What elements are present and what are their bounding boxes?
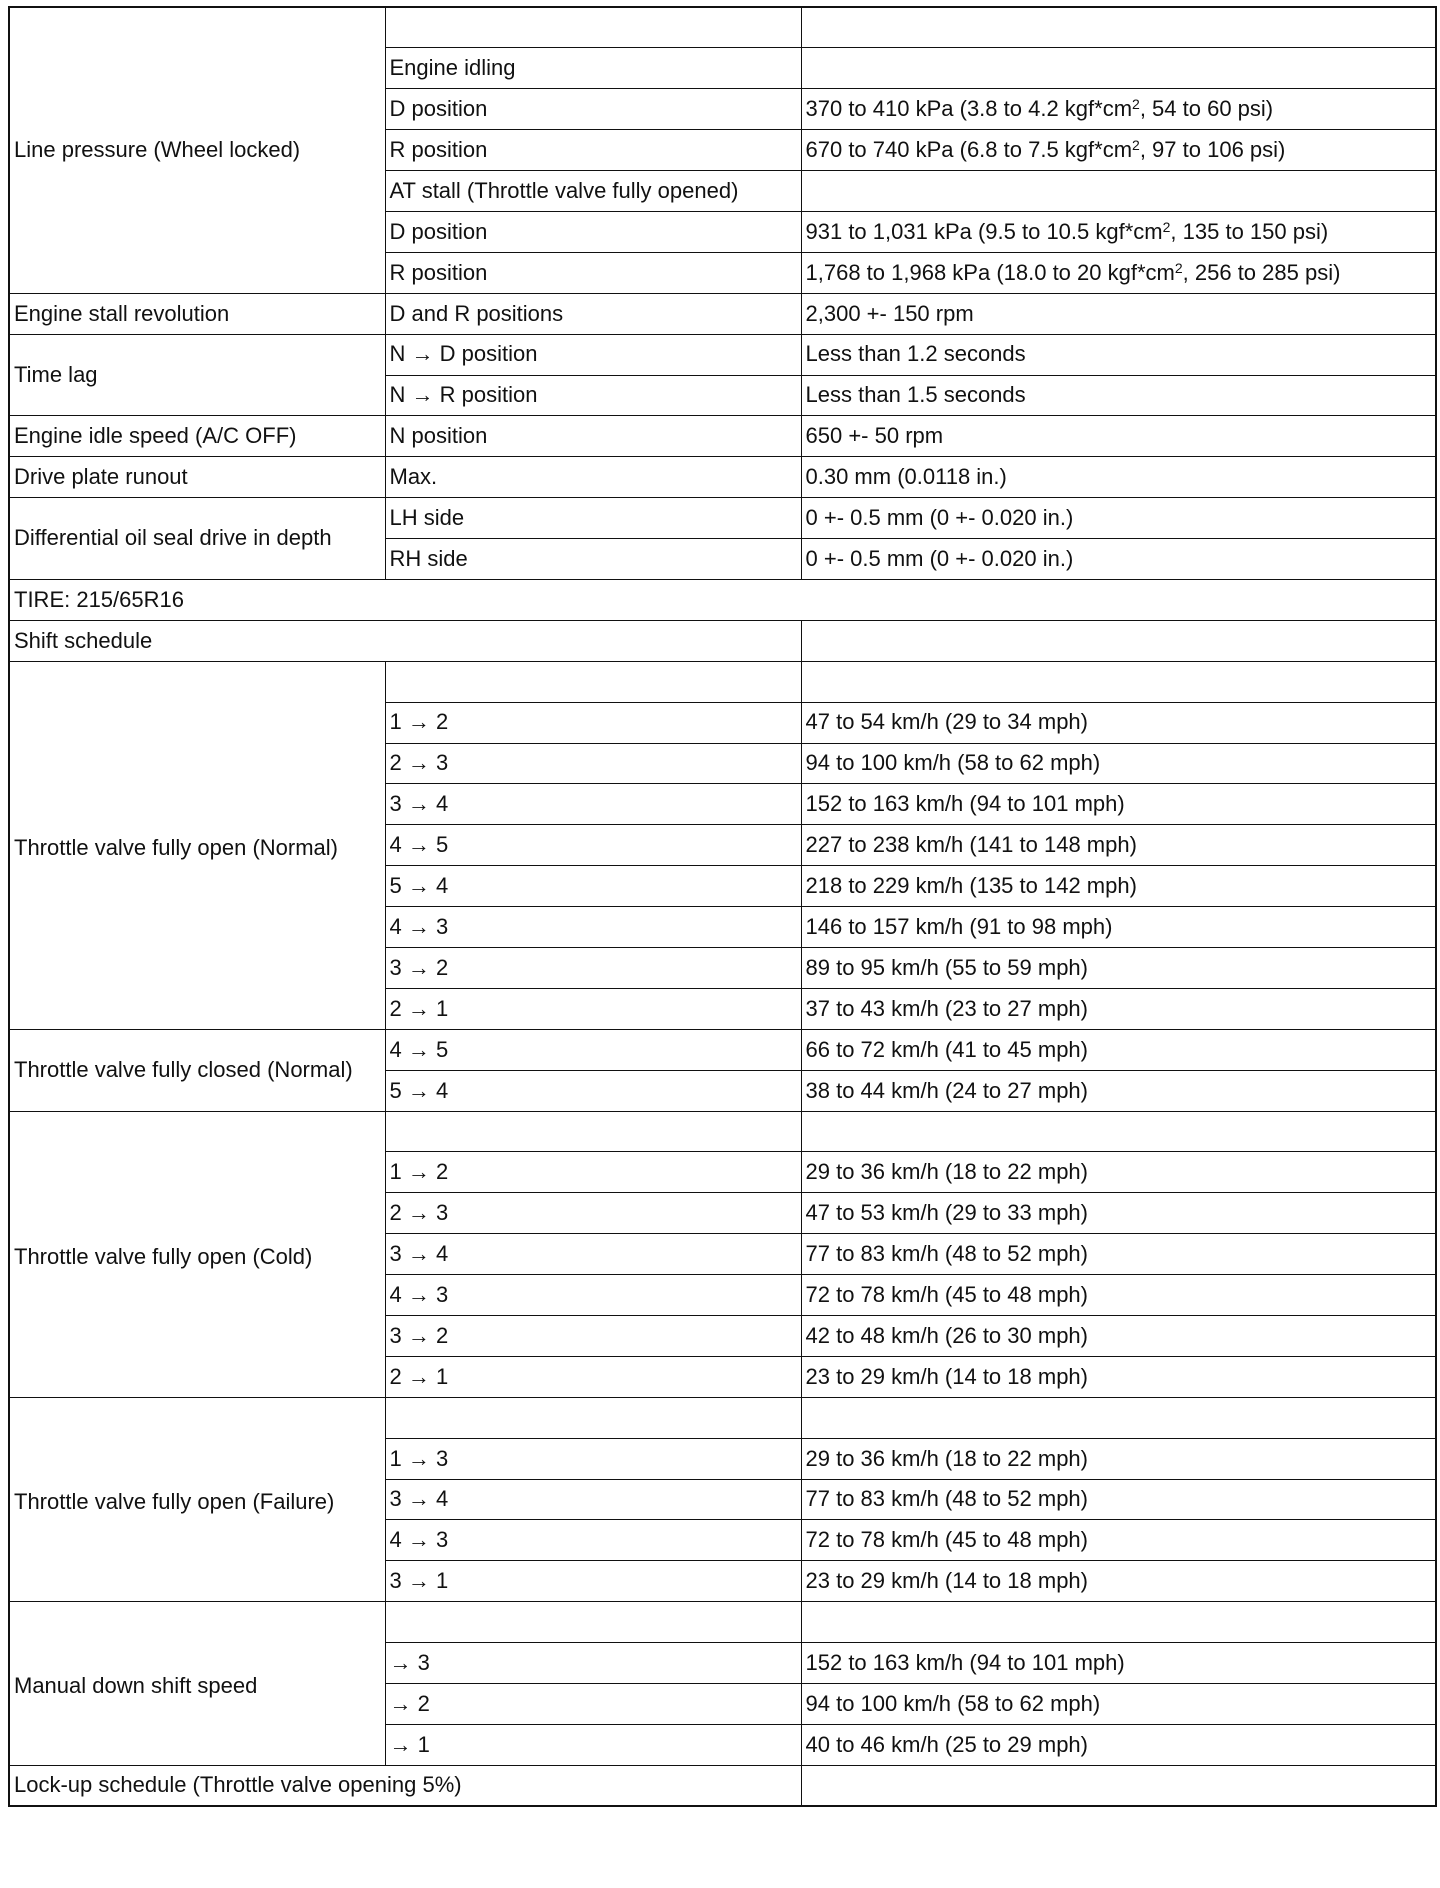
empty-cell [385, 7, 801, 48]
value-cell: 72 to 78 km/h (45 to 48 mph) [801, 1520, 1436, 1561]
empty-cell [801, 1602, 1436, 1643]
table-row [9, 1397, 1436, 1438]
value-cell: 1,768 to 1,968 kPa (18.0 to 20 $kgf*cm^2$, 256 to 285 psi) [801, 252, 1436, 293]
value-cell: 0 +- 0.5 mm (0 +- 0.020 in.) [801, 539, 1436, 580]
value-cell: Less than 1.2 seconds [801, 334, 1436, 375]
empty-cell [385, 1602, 801, 1643]
shift-cell: 3 → 4 [385, 784, 801, 825]
specification-table [8, 6, 1437, 1807]
condition-cell: R position [385, 252, 801, 293]
value-cell: 2,300 +- 150 rpm [801, 293, 1436, 334]
empty-cell [801, 661, 1436, 702]
table-row [9, 1602, 1436, 1643]
idle-speed-label: Engine idle speed (A/C OFF) [9, 416, 385, 457]
shift-cell: 5 → 4 [385, 866, 801, 907]
table-row [9, 498, 1436, 539]
value-cell: 72 to 78 km/h (45 to 48 mph) [801, 1275, 1436, 1316]
tire-heading: TIRE: 215/65R16 [9, 579, 1436, 620]
value-cell: 152 to 163 km/h (94 to 101 mph) [801, 784, 1436, 825]
value-cell: 931 to 1,031 kPa (9.5 to 10.5 $kgf*cm^2$, 135 to 150 psi) [801, 211, 1436, 252]
condition-cell: Max. [385, 457, 801, 498]
table-row [9, 334, 1436, 375]
value-cell: 227 to 238 km/h (141 to 148 mph) [801, 825, 1436, 866]
closed-normal-label: Throttle valve fully closed (Normal) [9, 1029, 385, 1111]
value-cell: 94 to 100 km/h (58 to 62 mph) [801, 1684, 1436, 1725]
empty-cell [801, 1397, 1436, 1438]
value-cell: 23 to 29 km/h (14 to 18 mph) [801, 1561, 1436, 1602]
lockup-schedule-heading: Lock-up schedule (Throttle valve opening 5%) [9, 1765, 801, 1806]
value-cell: 370 to 410 kPa (3.8 to 4.2 $kgf*cm^2$, 54 to 60 psi) [801, 89, 1436, 130]
value-cell: 66 to 72 km/h (41 to 45 mph) [801, 1029, 1436, 1070]
condition-cell: D and R positions [385, 293, 801, 334]
value-cell: 38 to 44 km/h (24 to 27 mph) [801, 1070, 1436, 1111]
empty-cell [385, 661, 801, 702]
empty-cell [801, 171, 1436, 212]
value-cell: 94 to 100 km/h (58 to 62 mph) [801, 743, 1436, 784]
empty-cell [385, 1111, 801, 1152]
value-cell: 146 to 157 km/h (91 to 98 mph) [801, 907, 1436, 948]
value-cell: 40 to 46 km/h (25 to 29 mph) [801, 1724, 1436, 1765]
table-row [9, 1029, 1436, 1070]
table-row [9, 293, 1436, 334]
wot-failure-label: Throttle valve fully open (Failure) [9, 1397, 385, 1601]
shift-cell: 1 → 2 [385, 1152, 801, 1193]
shift-cell: 3 → 2 [385, 1316, 801, 1357]
shift-cell: → 1 [385, 1724, 801, 1765]
shift-cell: 2 → 3 [385, 1193, 801, 1234]
condition-cell: D position [385, 211, 801, 252]
at-stall-label: AT stall (Throttle valve fully opened) [385, 171, 801, 212]
value-cell: 670 to 740 kPa (6.8 to 7.5 $kgf*cm^2$, 97 to 106 psi) [801, 130, 1436, 171]
table-row [9, 620, 1436, 661]
shift-cell: 3 → 4 [385, 1234, 801, 1275]
condition-cell: N → D position [385, 334, 801, 375]
shift-cell: → 2 [385, 1684, 801, 1725]
time-lag-label: Time lag [9, 334, 385, 416]
manual-down-label: Manual down shift speed [9, 1602, 385, 1766]
value-cell: 23 to 29 km/h (14 to 18 mph) [801, 1356, 1436, 1397]
empty-cell [801, 1111, 1436, 1152]
value-cell: 77 to 83 km/h (48 to 52 mph) [801, 1234, 1436, 1275]
table-row [9, 457, 1436, 498]
table-row [9, 1765, 1436, 1806]
empty-cell [801, 48, 1436, 89]
table-row [9, 1111, 1436, 1152]
shift-cell: 1 → 3 [385, 1438, 801, 1479]
empty-cell [801, 1765, 1436, 1806]
stall-revolution-label: Engine stall revolution [9, 293, 385, 334]
table-row [9, 416, 1436, 457]
drive-plate-label: Drive plate runout [9, 457, 385, 498]
value-cell: 77 to 83 km/h (48 to 52 mph) [801, 1479, 1436, 1520]
shift-cell: 2 → 1 [385, 988, 801, 1029]
value-cell: 47 to 53 km/h (29 to 33 mph) [801, 1193, 1436, 1234]
condition-cell: N → R position [385, 375, 801, 416]
value-cell: 42 to 48 km/h (26 to 30 mph) [801, 1316, 1436, 1357]
condition-cell: R position [385, 130, 801, 171]
empty-cell [385, 1397, 801, 1438]
value-cell: 0 +- 0.5 mm (0 +- 0.020 in.) [801, 498, 1436, 539]
condition-cell: D position [385, 89, 801, 130]
wot-cold-label: Throttle valve fully open (Cold) [9, 1111, 385, 1397]
wot-normal-label: Throttle valve fully open (Normal) [9, 661, 385, 1029]
shift-cell: 3 → 1 [385, 1561, 801, 1602]
shift-cell: 4 → 3 [385, 907, 801, 948]
value-cell: 29 to 36 km/h (18 to 22 mph) [801, 1152, 1436, 1193]
shift-schedule-heading: Shift schedule [9, 620, 801, 661]
table-row [9, 7, 1436, 48]
value-cell: Less than 1.5 seconds [801, 375, 1436, 416]
shift-cell: 3 → 4 [385, 1479, 801, 1520]
value-cell: 152 to 163 km/h (94 to 101 mph) [801, 1643, 1436, 1684]
condition-cell: LH side [385, 498, 801, 539]
shift-cell: 4 → 3 [385, 1520, 801, 1561]
shift-cell: 5 → 4 [385, 1070, 801, 1111]
value-cell: 218 to 229 km/h (135 to 142 mph) [801, 866, 1436, 907]
value-cell: 650 +- 50 rpm [801, 416, 1436, 457]
table-row [9, 661, 1436, 702]
shift-cell: 2 → 1 [385, 1356, 801, 1397]
engine-idling-label: Engine idling [385, 48, 801, 89]
shift-cell: 1 → 2 [385, 702, 801, 743]
value-cell: 89 to 95 km/h (55 to 59 mph) [801, 947, 1436, 988]
value-cell: 47 to 54 km/h (29 to 34 mph) [801, 702, 1436, 743]
value-cell: 0.30 mm (0.0118 in.) [801, 457, 1436, 498]
shift-cell: 4 → 3 [385, 1275, 801, 1316]
shift-cell: 3 → 2 [385, 947, 801, 988]
shift-cell: 4 → 5 [385, 825, 801, 866]
line-pressure-label: Line pressure (Wheel locked) [9, 7, 385, 293]
empty-cell [801, 7, 1436, 48]
shift-cell: 4 → 5 [385, 1029, 801, 1070]
shift-cell: → 3 [385, 1643, 801, 1684]
value-cell: 37 to 43 km/h (23 to 27 mph) [801, 988, 1436, 1029]
empty-cell [801, 620, 1436, 661]
condition-cell: N position [385, 416, 801, 457]
value-cell: 29 to 36 km/h (18 to 22 mph) [801, 1438, 1436, 1479]
condition-cell: RH side [385, 539, 801, 580]
oil-seal-label: Differential oil seal drive in depth [9, 498, 385, 580]
table-row [9, 579, 1436, 620]
shift-cell: 2 → 3 [385, 743, 801, 784]
